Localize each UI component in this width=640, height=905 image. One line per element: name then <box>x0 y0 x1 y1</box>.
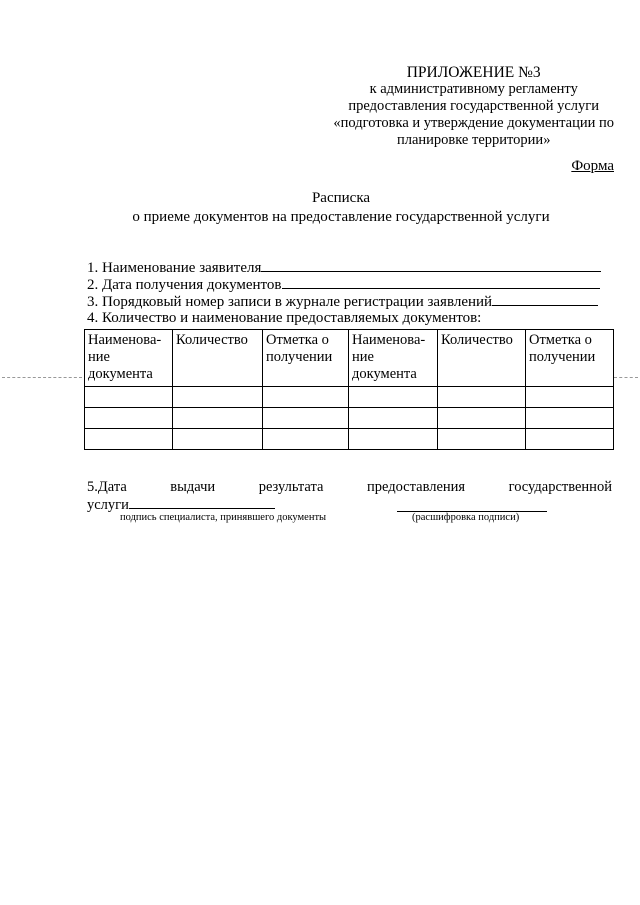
appendix-line-4: «подготовка и утверждение документации по <box>333 115 614 131</box>
title-line-2: о приеме документов на предоставление государственной услуги <box>132 209 550 225</box>
table-cell[interactable] <box>526 429 614 450</box>
field-receipt-date <box>87 276 600 294</box>
item5-word-4: предоставления <box>366 479 466 495</box>
field-applicant-label: 1. Наименование заявителя <box>87 260 262 276</box>
table-cell[interactable] <box>173 429 263 450</box>
item5-word-1: 5.Дата <box>87 479 127 495</box>
table-cell[interactable] <box>349 387 438 408</box>
table-cell[interactable] <box>438 408 526 429</box>
form-label: Форма <box>571 158 614 174</box>
field-documents-count-label: 4. Количество и наименование предоставляемых документов: <box>87 310 482 326</box>
header-doc-name-2: Наименова-ние документа <box>349 330 438 387</box>
field-applicant-name <box>87 259 601 277</box>
table-cell[interactable] <box>263 387 349 408</box>
appendix-line-2: к административному регламенту <box>369 81 578 97</box>
table-cell[interactable] <box>173 387 263 408</box>
header-quantity-1: Количество <box>173 330 263 387</box>
receipt-date-line <box>282 276 600 289</box>
table-cell[interactable] <box>85 408 173 429</box>
applicant-name-line <box>261 259 601 272</box>
header-quantity-2: Количество <box>438 330 526 387</box>
title-line-1: Расписка <box>311 190 371 206</box>
field-register-number <box>87 293 598 311</box>
table-cell[interactable] <box>85 387 173 408</box>
table-cell[interactable] <box>526 408 614 429</box>
table-cell[interactable] <box>438 429 526 450</box>
signature-caption-left: подпись специалиста, принявшего документы <box>120 512 327 523</box>
item5-line2-label: услуги <box>87 497 129 513</box>
table-cell[interactable] <box>349 408 438 429</box>
appendix-title: ПРИЛОЖЕНИЕ №3 <box>406 64 541 81</box>
appendix-header <box>333 64 614 149</box>
table-row <box>85 429 614 450</box>
table-cell[interactable] <box>263 408 349 429</box>
item5-word-3: результата <box>258 479 324 495</box>
item5-first-line <box>87 478 612 496</box>
table-cell[interactable] <box>85 429 173 450</box>
table-cell[interactable] <box>349 429 438 450</box>
table-cell[interactable] <box>438 387 526 408</box>
table-cell[interactable] <box>263 429 349 450</box>
field-register-number-label: 3. Порядковый номер записи в журнале регистрации заявлений <box>87 294 493 310</box>
table-row <box>85 408 614 429</box>
header-doc-name-1: Наименова-ние документа <box>85 330 173 387</box>
result-issue-date-line <box>129 496 275 509</box>
table-cell[interactable] <box>526 387 614 408</box>
item5-word-5: государственной <box>508 479 612 495</box>
fold-line-right <box>614 377 638 378</box>
table-row <box>85 387 614 408</box>
field-documents-count <box>87 310 481 327</box>
field-result-issue-date <box>87 478 612 514</box>
table-header-row <box>85 330 614 387</box>
register-number-line <box>492 293 598 306</box>
appendix-line-5: планировке территории» <box>396 132 551 148</box>
signature-caption-right: (расшифровка подписи) <box>412 512 520 523</box>
item5-word-2: выдачи <box>170 479 216 495</box>
document-title <box>80 189 602 227</box>
header-receipt-mark-2: Отметка о получении <box>526 330 614 387</box>
appendix-line-3: предоставления государственной услуги <box>348 98 600 114</box>
field-receipt-date-label: 2. Дата получения документов <box>87 277 282 293</box>
fold-line-left <box>2 377 82 378</box>
documents-table <box>84 329 614 450</box>
header-receipt-mark-1: Отметка о получении <box>263 330 349 387</box>
table-cell[interactable] <box>173 408 263 429</box>
